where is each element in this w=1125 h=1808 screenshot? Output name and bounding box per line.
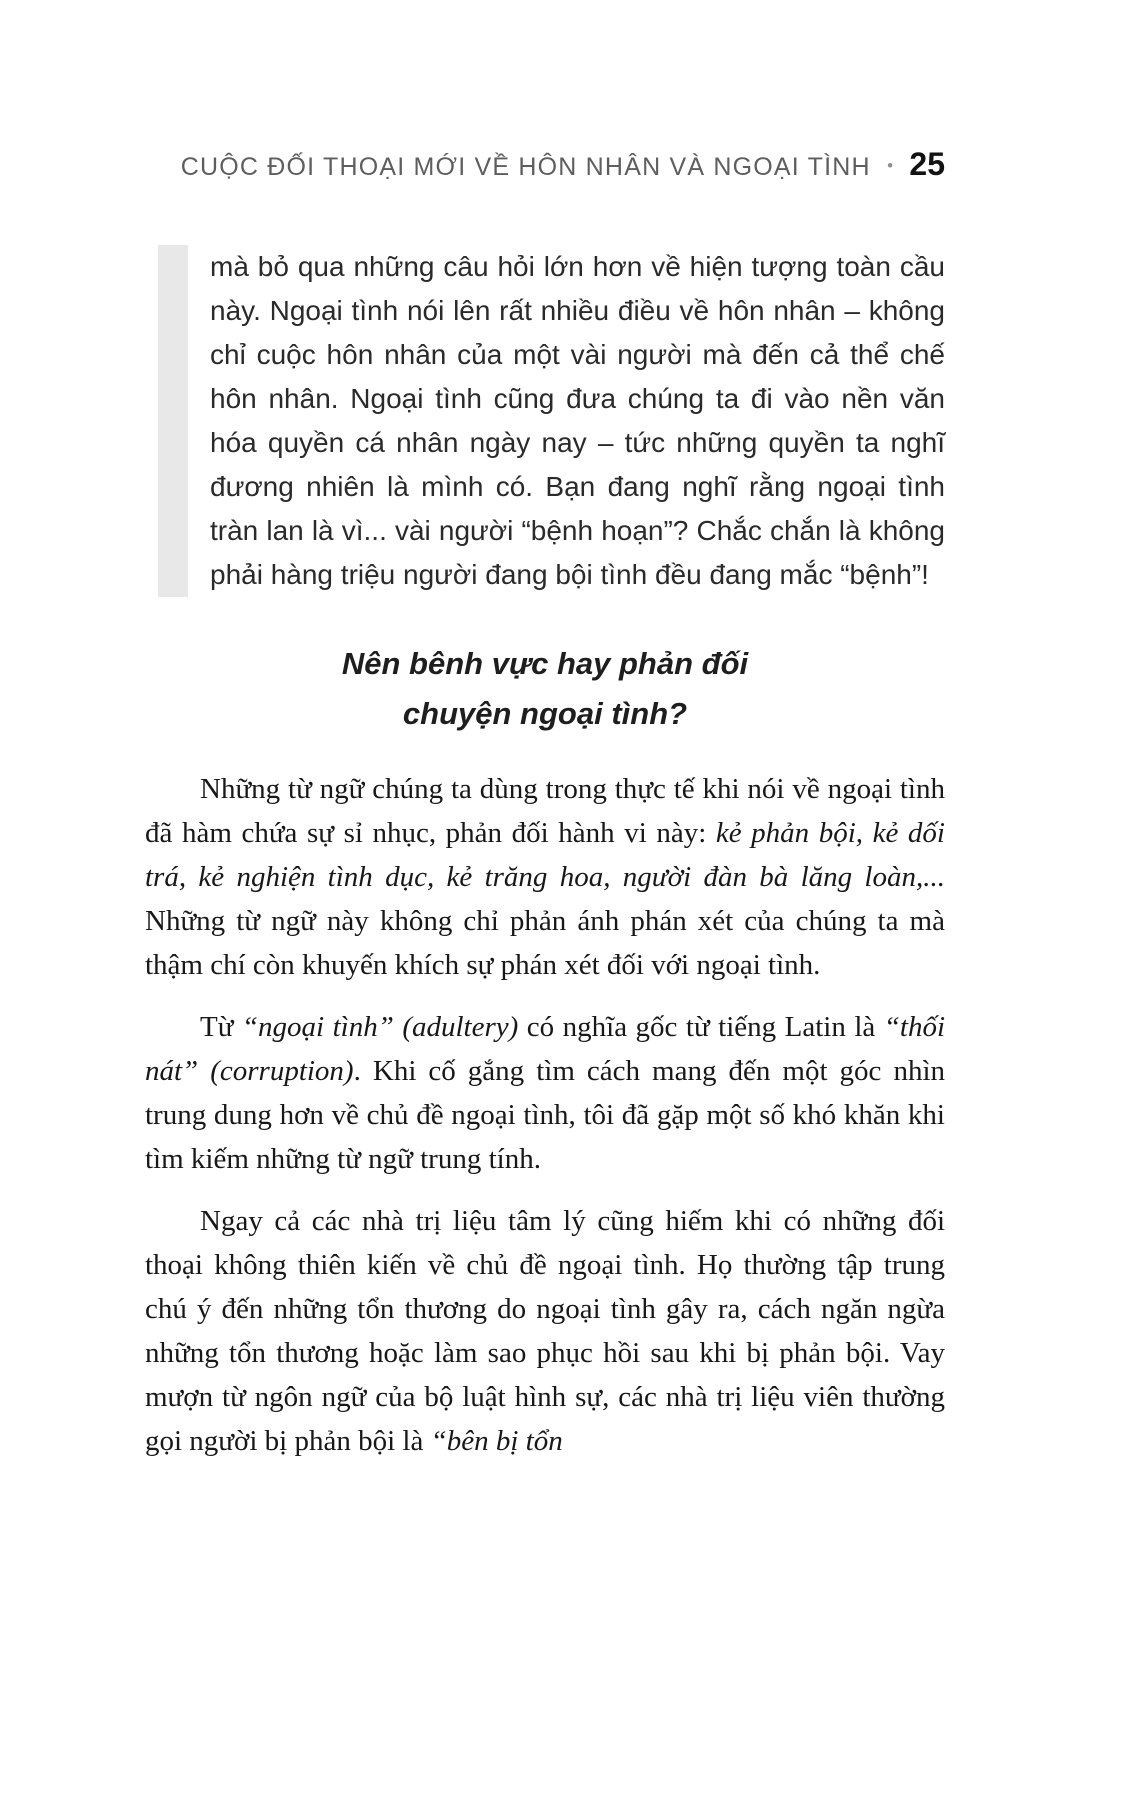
quote-text: mà bỏ qua những câu hỏi lớn hơn về hiện tượng toàn cầu này. Ngoại tình nói lên rất nhiều điều về hôn nhân – không chỉ cuộc hôn nhân của một vài người mà đến cả thể chế hôn nhân. Ngoại tình cũng đưa chúng ta đi vào nền văn hóa quyền cá nhân ngày nay – tức những quyền ta nghĩ đương nhiên là mình có. Bạn đang nghĩ rằng ngoại tình tràn lan là vì... vài người “bệnh hoạn”? Chắc chắn là không phải hàng triệu người đang bội tình đều đang mắc “bệnh”!: [210, 251, 945, 590]
quote-accent-bar: [158, 245, 188, 597]
body-paragraph: [145, 1005, 945, 1181]
body-text: [145, 767, 945, 1463]
section-heading-line-2: chuyện ngoại tình?: [402, 696, 688, 731]
text-run: Từ: [200, 1011, 242, 1043]
text-run: “ngoại tình” (adultery): [241, 1011, 519, 1043]
text-run: có nghĩa gốc từ tiếng Latin là: [518, 1011, 884, 1043]
running-head-title: CUỘC ĐỐI THOẠI MỚI VỀ HÔN NHÂN VÀ NGOẠI TÌNH: [180, 153, 871, 181]
section-heading-line-1: Nên bênh vực hay phản đối: [341, 646, 749, 681]
body-paragraph: [145, 1199, 945, 1463]
body-paragraph: [145, 767, 945, 987]
page-number: 25: [909, 146, 945, 182]
text-run: Ngay cả các nhà trị liệu tâm lý cũng hiếm khi có những đối thoại không thiên kiến về chủ đề ngoại tình. Họ thường tập trung chú ý đến những tổn thương do ngoại tình gây ra, cách ngăn ngừa những tổn thương hoặc làm sao phục hồi sau khi bị phản bội. Vay mượn từ ngôn ngữ của bộ luật hình sự, các nhà trị liệu viên thường gọi người bị phản bội là: [145, 1205, 945, 1457]
separator-dot-icon: •: [886, 156, 894, 177]
text-run: “thối nát” (corruption): [145, 1011, 946, 1087]
text-run: “bên bị tổn: [430, 1425, 563, 1457]
text-run: kẻ phản bội, kẻ dối trá, kẻ nghiện tình dục, kẻ trăng hoa, người đàn bà lăng loàn,...: [145, 817, 945, 893]
running-head: [145, 146, 945, 183]
book-page: [0, 146, 1125, 1808]
section-heading: [145, 639, 945, 739]
blockquote: [145, 245, 945, 597]
text-run: Những từ ngữ chúng ta dùng trong thực tế khi nói về ngoại tình đã hàm chứa sự sỉ nhục, phản đối hành vi này:: [145, 773, 945, 849]
text-run: . Khi cố gắng tìm cách mang đến một góc nhìn trung dung hơn về chủ đề ngoại tình, tôi đã gặp một số khó khăn khi tìm kiếm những từ ngữ trung tính.: [145, 1055, 946, 1175]
text-run: Những từ ngữ này không chỉ phản ánh phán xét của chúng ta mà thậm chí còn khuyến khích sự phán xét đối với ngoại tình.: [145, 905, 945, 981]
